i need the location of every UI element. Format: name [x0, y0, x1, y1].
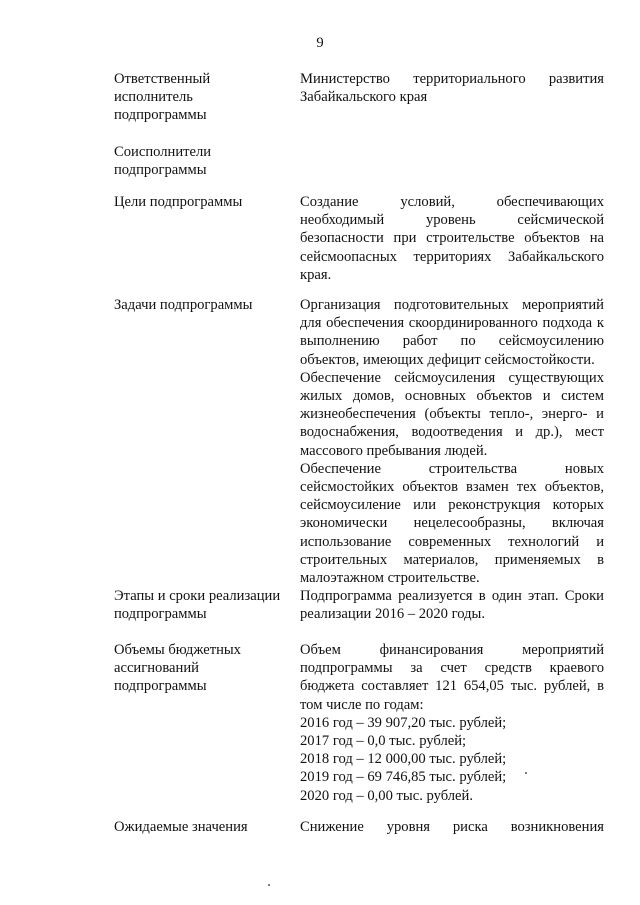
- scan-speck: [268, 884, 270, 886]
- year-amount-line: 2018 год – 12 000,00 тыс. рублей;: [300, 751, 507, 768]
- year-amount-line: 2016 год – 39 907,20 тыс. рублей;: [300, 714, 507, 731]
- row-label: Ответственный исполнитель подпрограммы: [114, 71, 211, 124]
- row-paragraph: Снижение уровня риска возникновения: [300, 819, 604, 835]
- page-number: 9: [316, 35, 324, 51]
- row-value: [300, 70, 604, 106]
- row-value: [300, 587, 604, 623]
- row-value: [300, 296, 604, 587]
- row-value: [300, 193, 604, 284]
- row-label: Ожидаемые значения: [114, 819, 248, 835]
- row-paragraph: Объем финансирования мероприятий подпрограммы за счет средств краевого бюджета составляет 121 654,05 тыс. рублей, в том числе по годам:: [300, 642, 604, 713]
- row-value: [300, 641, 604, 805]
- row-value: [300, 818, 604, 836]
- row-paragraph: Министерство территориального развития Забайкальского края: [300, 71, 604, 106]
- row-label: Объемы бюджетных ассигнований подпрограммы: [114, 642, 241, 695]
- scan-speck: [525, 772, 527, 774]
- row-paragraph: Организация подготовительных мероприятий для обеспечения скоординированного подхода к выполнению работ по сейсмоусилению объектов, имеющих дефицит сейсмостойкости.: [300, 297, 604, 368]
- row-paragraph: Обеспечение строительства новых сейсмостойких объектов взамен тех объектов, сейсмоусиление или реконструкция которых экономически нецелесообразны, включая использование современных технологий и строительных материалов, применяемых в малоэтажном строительстве.: [300, 460, 604, 587]
- row-label: Цели подпрограммы: [114, 194, 243, 210]
- year-amount-line: 2019 год – 69 746,85 тыс. рублей;: [300, 769, 507, 786]
- row-label: Этапы и сроки реализации подпрограммы: [114, 588, 281, 623]
- row-paragraph: Создание условий, обеспечивающих необходимый уровень сейсмической безопасности при строительстве объектов на сейсмоопасных территориях Забайкальского края.: [300, 194, 604, 283]
- year-amount-line: 2017 год – 0,0 тыс. рублей;: [300, 733, 467, 750]
- year-amount-line: 2020 год – 0,00 тыс. рублей.: [300, 787, 473, 804]
- row-paragraph: Обеспечение сейсмоусиления существующих жилых домов, основных объектов и систем жизнеобеспечения (объекты тепло-, энерго- и водоснабжения, водоотведения и др.), мест массового пребывания людей.: [300, 369, 604, 459]
- row-label: Соисполнители подпрограммы: [114, 144, 212, 179]
- row-paragraph: Подпрограмма реализуется в один этап. Сроки реализации 2016 – 2020 годы.: [300, 588, 604, 623]
- row-label: Задачи подпрограммы: [114, 297, 253, 313]
